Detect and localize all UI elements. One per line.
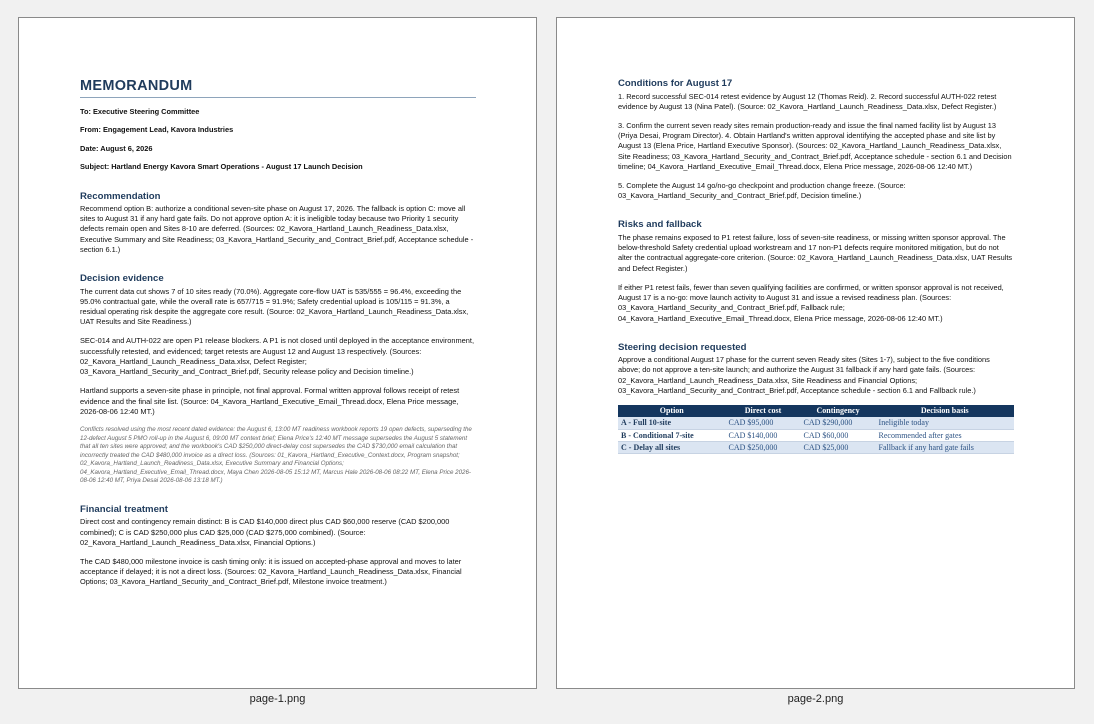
evidence-paragraph-1: The current data cut shows 7 of 10 sites ready (70.0%). Aggregate core-flow UAT is 535/555 = 96.4%, exceeding the 95.0% contractual gate, while the overall rate is 657/715 = 91.9%; Safety credential upload is 105/115 = 91.3%, a residual operating risk despite the aggregate core result. (Source: 02_Kavora_Hartland_Launch_Readiness_Data.xlsx, UAT Results and Site Readiness.) — [80, 286, 469, 327]
cell-direct-cost: CAD $95,000 — [726, 417, 801, 429]
document-page-2 — [556, 17, 1075, 689]
page-2-content — [618, 78, 1014, 454]
recommendation-paragraph: Recommend option B: authorize a conditional seven-site phase on August 17, 2026. The fallback is option C: move all sites to August 31 if any hard gate fails. Do not approve option A: it is ineligible today because two Priority 1 security defects remain open and Sites 8-10 are deferred. (Sources: 02_Kavora_Hartland_Launch_Readiness_Data.xlsx, Executive Summary and Site Readiness; 03_Kavora_Hartland_Security_and_Contract_Brief.pdf, Acceptance schedule - section 6.1.) — [80, 204, 474, 254]
conditions-paragraph-3: 5. Complete the August 14 go/no-go checkpoint and production change freeze. (Source: 03_Kavora_Hartland_Security_and_Contract_Brief.pdf, Decision timeline.) — [618, 181, 906, 201]
header-decision-basis: Decision basis — [876, 405, 1014, 417]
cell-contingency: CAD $60,000 — [801, 429, 876, 441]
cell-decision-basis: Ineligible today — [876, 417, 1014, 429]
document-page-1 — [18, 17, 537, 689]
recommendation-heading: Recommendation — [80, 190, 161, 202]
header-contingency: Contingency — [801, 405, 876, 417]
page-1-label: page-1.png — [249, 693, 306, 705]
cell-option: C - Delay all sites — [618, 441, 726, 453]
page-1-content — [80, 78, 476, 597]
options-table — [618, 405, 1014, 453]
table-row — [618, 429, 1014, 441]
financial-heading: Financial treatment — [80, 503, 168, 515]
financial-paragraph-2: The CAD $480,000 milestone invoice is cash timing only: it is issued on accepted-phase approval and moves to later acceptance if delayed; it is not a direct loss. (Sources: 02_Kavora_Hartland_Launch_Readiness_Data.xlsx, Financial Options; 03_Kavora_Hartland_Security_and_Contract_Brief.pdf, Milestone invoice treatment.) — [80, 556, 462, 587]
conditions-heading: Conditions for August 17 — [618, 78, 733, 89]
financial-paragraph-1: Direct cost and contingency remain distinct: B is CAD $140,000 direct plus CAD $60,000 reserve (CAD $200,000 combined); C is CAD $250,000 plus CAD $25,000 (CAD $275,000 combined). (Source: 02_Kavora_Hartland_Launch_Readiness_Data.xlsx, Financial Options.) — [80, 517, 450, 547]
memo-to: To: Executive Steering Committee — [80, 107, 200, 116]
header-direct-cost: Direct cost — [726, 405, 801, 417]
memo-from: From: Engagement Lead, Kavora Industries — [80, 125, 234, 135]
evidence-heading: Decision evidence — [80, 273, 164, 285]
page-2-label: page-2.png — [787, 693, 844, 705]
memo-title: MEMORANDUM — [80, 78, 476, 98]
table-row — [618, 441, 1014, 453]
risks-paragraph-2: If either P1 retest fails, fewer than seven qualifying facilities are confirmed, or written sponsor approval is not received, August 17 is a no-go: move launch activity to August 31 and issue a revised readiness plan. (Sources: 03_Kavora_Hartland_Security_and_Contract_Brief.pdf, Fallback rule; 04_Kavora_Hartland_Executive_Email_Thread.docx, Elena Price message, 2026-08-06 12:40 MT.) — [618, 282, 1004, 323]
cell-decision-basis: Fallback if any hard gate fails — [876, 441, 1014, 453]
evidence-paragraph-2: SEC-014 and AUTH-022 are open P1 release blockers. A P1 is not closed until deployed in the acceptance environment, successfully retested, and evidenced; target retests are August 12 and August 13 respectively. (Sources: 02_Kavora_Hartland_Launch_Readiness_Data.xlsx, Defect Register; 03_Kavora_Hartland_Security_and_Contract_Brief.pdf, Security release policy and Decision timeline.) — [80, 336, 474, 377]
memo-date: Date: August 6, 2026 — [80, 143, 153, 153]
cell-direct-cost: CAD $250,000 — [726, 441, 801, 453]
steering-heading: Steering decision requested — [618, 341, 747, 353]
risks-heading: Risks and fallback — [618, 219, 702, 231]
options-table-header-row — [618, 405, 1014, 417]
evidence-conflict-note: Conflicts resolved using the most recent dated evidence: the August 6, 13:00 MT readiness workbook reports 19 open defects, superseding the 12-defect August 5 PMO roll-up in the August 6, 09:00 MT context brief; Elena Price's 12:40 MT message supersedes the August 5 statement that all ten sites were approved; and the workbook's CAD $250,000 direct-delay cost supersedes the CAD $730,000 email calculation that incorrectly treated the CAD $480,000 invoice as a direct loss. (Sources: 01_Kavora_Hartland_Executive_Context.docx, Program snapshot; 02_Kavora_Hartland_Launch_Readiness_Data.xlsx, Executive Summary and Financial Options; 04_Kavora_Hartland_Executive_Email_Thread.docx, Maya Chen 2026-08-05 15:12 MT, Marcus Hale 2026-08-06 08:22 MT, Elena Price 2026-08-06 12:40 MT, Priya Desai 2026-08-06 13:18 MT.) — [80, 426, 472, 485]
cell-direct-cost: CAD $140,000 — [726, 429, 801, 441]
table-row — [618, 417, 1014, 429]
header-option: Option — [618, 405, 726, 417]
evidence-paragraph-3: Hartland supports a seven-site phase in principle, not final approval. Formal written approval follows receipt of retest evidence and the final site list. (Source: 04_Kavora_Hartland_Executive_Email_Thread.docx, Elena Price message, 2026-08-06 12:40 MT.) — [80, 386, 460, 416]
cell-contingency: CAD $290,000 — [801, 417, 876, 429]
memo-subject: Subject: Hartland Energy Kavora Smart Operations - August 17 Launch Decision — [80, 162, 363, 172]
risks-paragraph-1: The phase remains exposed to P1 retest failure, loss of seven-site readiness, or missing written sponsor approval. The below-threshold Safety credential upload workstream and 17 non-P1 defects require monitored mitigation, but do not alter the contractual aggregate-core criterion. (Source: 02_Kavora_Hartland_Launch_Readiness_Data.xlsx, UAT Results and Defect Register.) — [618, 232, 1013, 273]
conditions-paragraph-1: 1. Record successful SEC-014 retest evidence by August 12 (Thomas Reid). 2. Record successful AUTH-022 retest evidence by August 13 (Nina Patel). (Source: 02_Kavora_Hartland_Launch_Readiness_Data.xlsx, Defect Register.) — [618, 91, 997, 111]
cell-contingency: CAD $25,000 — [801, 441, 876, 453]
steering-paragraph: Approve a conditional August 17 phase for the current seven Ready sites (Sites 1-7), subject to the five conditions above; do not approve a ten-site launch; and authorize the August 31 fallback if any hard gate fails. (Sources: 02_Kavora_Hartland_Launch_Readiness_Data.xlsx, Site Readiness and Financial Options; 03_Kavora_Hartland_Security_and_Contract_Brief.pdf, Acceptance schedule - section 6.1 and Fallback rule.) — [618, 355, 990, 395]
cell-option: B - Conditional 7-site — [618, 429, 726, 441]
cell-decision-basis: Recommended after gates — [876, 429, 1014, 441]
cell-option: A - Full 10-site — [618, 417, 726, 429]
conditions-paragraph-2: 3. Confirm the current seven ready sites remain production-ready and issue the final named facility list by August 13 (Priya Desai, Program Director). 4. Obtain Hartland's written approval identifying the accepted phase and site list by August 13 (Elena Price, Hartland Executive Sponsor). (Sources: 02_Kavora_Hartland_Launch_Readiness_Data.xlsx, Site Readiness; 03_Kavora_Hartland_Security_and_Contract_Brief.pdf, Acceptance schedule - section 6.1 and Decision timeline; 04_Kavora_Hartland_Executive_Email_Thread.docx, Elena Price message, 2026-08-06 12:40 MT.) — [618, 120, 1012, 171]
